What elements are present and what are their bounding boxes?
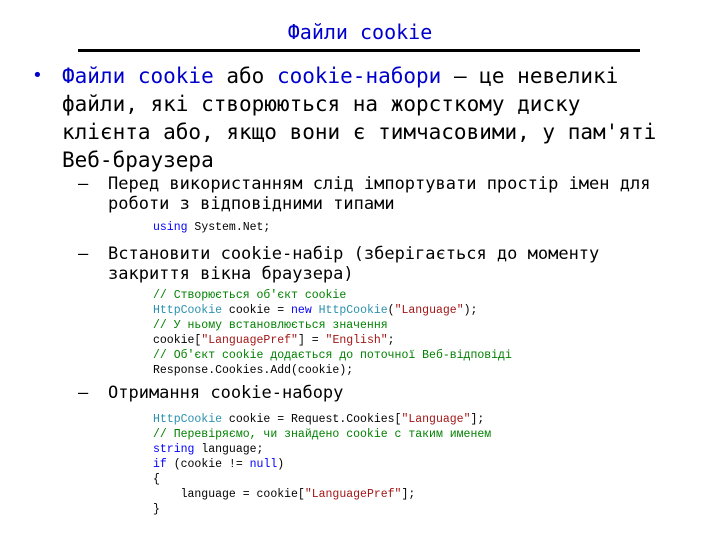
code-string: "Language" <box>394 304 464 317</box>
slide-title: Файли cookie <box>287 20 433 44</box>
code-comment: // У ньому встановлюється значення <box>153 319 388 332</box>
code-text: ( <box>387 304 395 317</box>
code-text: cookie = Request.Cookies[ <box>222 413 402 426</box>
definition-text: – це невеликі файли, які створюються на жорсткому диску клієнта або, якщо вони є тимчасовими, у пам'яті Веб-браузера <box>62 64 657 172</box>
code-keyword: new <box>291 304 312 317</box>
code-string: "LanguagePref" <box>201 334 298 347</box>
code-type: HttpCookie <box>318 304 388 317</box>
code-block-using <box>153 220 270 235</box>
title-underline <box>78 49 640 52</box>
main-bullet-text <box>62 62 672 174</box>
code-keyword: string <box>153 443 195 456</box>
main-bullet <box>32 62 672 174</box>
subitem-text: Отримання cookie-набору <box>108 383 344 403</box>
code-text: (cookie != <box>166 458 250 471</box>
code-type: HttpCookie <box>153 413 223 426</box>
code-comment: // Створюється об'єкт cookie <box>153 289 347 302</box>
code-text <box>312 304 319 317</box>
code-text: ) <box>277 458 285 471</box>
code-comment: // Перевіряємо, чи знайдено cookie с таким именем <box>153 428 492 441</box>
dash-marker: – <box>78 383 89 403</box>
connector-text: або <box>213 64 277 88</box>
subitem-set-cookie <box>78 244 678 284</box>
subitem-import <box>78 174 678 214</box>
code-text: cookie = <box>222 304 292 317</box>
bullet-dot-icon: • <box>32 65 43 86</box>
code-string: "Language" <box>401 413 471 426</box>
code-text: cookie[ <box>153 334 202 347</box>
subitem-text: Перед використанням слід імпортувати простір імен для роботи з відповідними типами <box>108 174 651 214</box>
code-type: HttpCookie <box>153 304 223 317</box>
code-text: System.Net; <box>187 221 271 234</box>
subitem-text: Встановити cookie-набір (зберігається до моменту закриття вікна браузера) <box>108 244 600 284</box>
code-text: language = cookie[ <box>153 488 305 501</box>
dash-marker: – <box>78 244 89 264</box>
code-text: ]; <box>401 488 416 501</box>
code-text: ] = <box>297 334 326 347</box>
code-block-set-cookie <box>153 288 512 378</box>
dash-marker: – <box>78 174 89 194</box>
code-block-get-cookie <box>153 412 491 517</box>
code-text: ; <box>387 334 395 347</box>
term-cookie-files: Файли cookie <box>62 64 214 88</box>
term-cookie-sets: cookie-набори <box>276 64 442 88</box>
code-text: Response.Cookies.Add(cookie); <box>153 364 354 377</box>
code-string: "English" <box>325 334 388 347</box>
code-text: language; <box>194 443 264 456</box>
code-keyword: null <box>249 458 278 471</box>
subitem-get-cookie <box>78 383 678 403</box>
code-text: ]; <box>470 413 485 426</box>
code-string: "LanguagePref" <box>304 488 402 501</box>
code-text: { <box>153 473 160 486</box>
code-text: ); <box>463 304 478 317</box>
code-comment: // Об'єкт cookie додається до поточної Веб-відповіді <box>153 349 512 362</box>
code-keyword: if <box>153 458 167 471</box>
code-keyword: using <box>153 221 188 234</box>
code-text: } <box>153 503 160 516</box>
